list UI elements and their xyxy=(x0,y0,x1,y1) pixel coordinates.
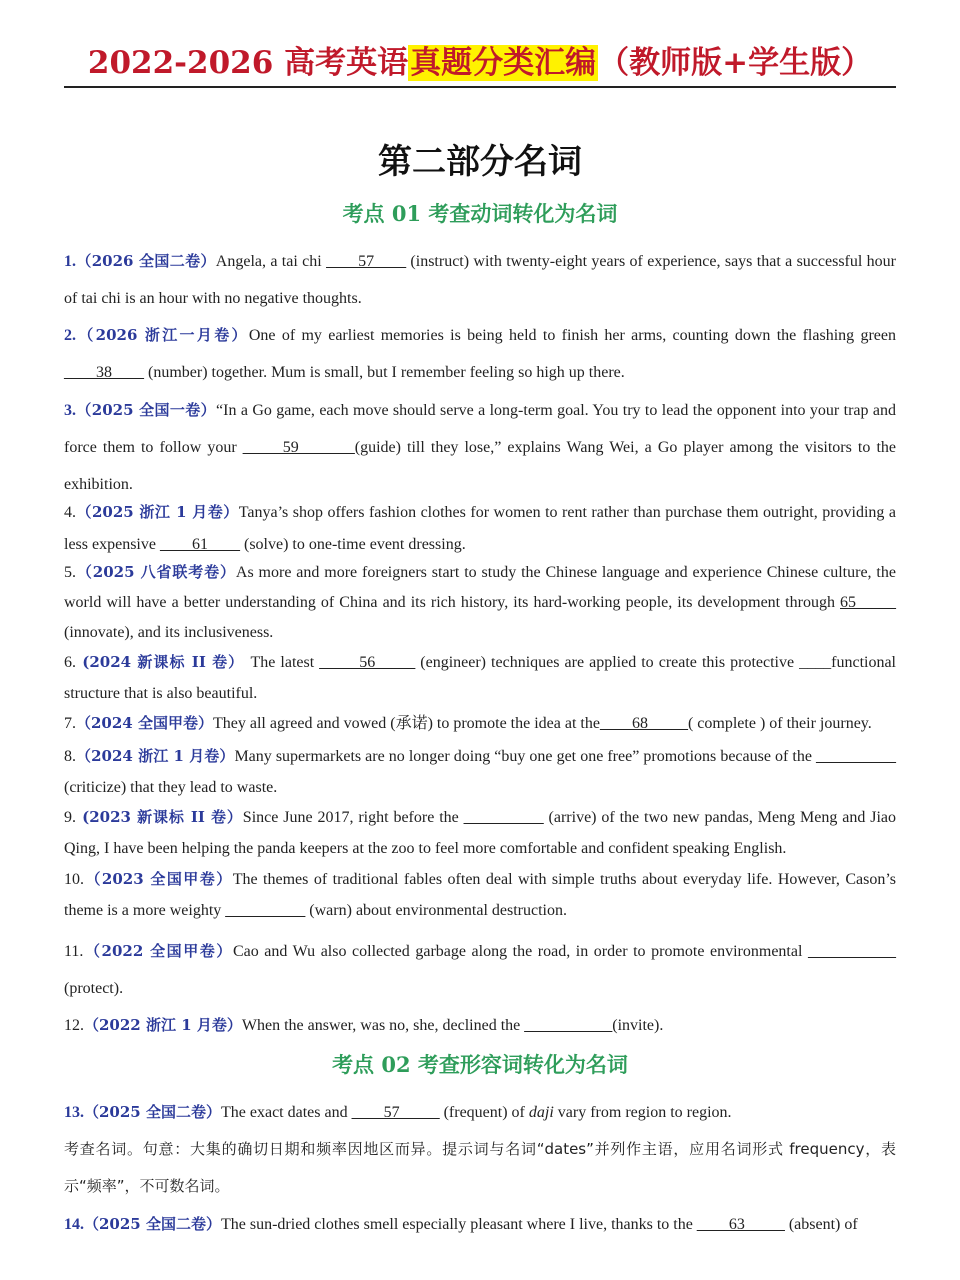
question-1 xyxy=(64,243,896,317)
question-source: （2022 浙江 1 月卷） xyxy=(84,1016,242,1034)
question-text: One of my earliest memories is being held to finish her arms, counting down the flashing green xyxy=(248,327,897,344)
section-title-01: 考点 01 考查动词转化为名词 xyxy=(342,201,618,226)
question-3 xyxy=(64,392,896,503)
question-10 xyxy=(64,864,896,926)
question-number: 3. xyxy=(64,402,76,419)
question-text: Since June 2017, right before the xyxy=(242,809,464,826)
question-7 xyxy=(64,708,896,739)
question-source: （2022 全国甲卷） xyxy=(83,942,233,960)
question-text: (solve) to one-time event dressing. xyxy=(239,536,466,553)
answer-blank: ____57_____ xyxy=(351,1104,440,1121)
question-text: The exact dates and xyxy=(220,1104,352,1121)
question-source: （2026 浙江一月卷） xyxy=(76,326,249,344)
question-text: (engineer) techniques are applied to create this protective ____functional structure that is also beautiful. xyxy=(64,654,897,702)
answer-blank: ____63_____ xyxy=(696,1216,785,1233)
answer-blank: _____59_______ xyxy=(242,439,355,456)
answer-blank: __________ xyxy=(225,902,306,919)
question-text: (instruct) with twenty-eight years of experience, says that a successful hour of tai chi is an hour with no negative thoughts. xyxy=(64,253,897,307)
question-number: 7. xyxy=(64,715,76,732)
answer-blank: ____38____ xyxy=(64,364,144,381)
question-source: （2025 八省联考卷） xyxy=(76,563,236,581)
question-source: （2024 全国甲卷） xyxy=(76,714,213,732)
question-text: The latest xyxy=(250,654,320,671)
question-text: (number) together. Mum is small, but I remember feeling so high up there. xyxy=(144,364,625,381)
question-number: 13. xyxy=(64,1104,84,1121)
question-source: （2025 全国二卷） xyxy=(84,1103,221,1121)
question-text: As more and more foreigners start to study the Chinese language and experience Chinese culture, the world will have a better understanding of China and its rich history, its hard-working people, its development through xyxy=(64,564,896,611)
question-text: When the answer, was no, she, declined the xyxy=(241,1017,525,1034)
question-text: ( complete ) of their journey. xyxy=(687,715,872,732)
question-number: 2. xyxy=(64,327,76,344)
question-number: 5. xyxy=(64,564,76,581)
question-source: （2026 全国二卷） xyxy=(76,252,216,270)
question-number: 1. xyxy=(64,253,76,270)
question-12 xyxy=(64,1007,896,1044)
question-number: 6. xyxy=(64,654,76,671)
answer-blank: _____56_____ xyxy=(319,654,416,671)
question-8 xyxy=(64,741,896,803)
question-text: (frequent) of xyxy=(439,1104,529,1121)
header-title-post: （教师版+学生版） xyxy=(598,45,873,81)
question-11 xyxy=(64,933,896,1007)
answer-blank: __________ xyxy=(816,748,896,765)
answer-blank: ____68_____ xyxy=(599,715,688,732)
question-text: Angela, a tai chi xyxy=(215,253,327,270)
question-source: （2025 全国一卷） xyxy=(76,401,217,419)
question-text: “In a Go game, each move should serve a long-term goal. You try to lead the opponent into your trap and force them to follow your xyxy=(64,402,896,456)
question-text: They all agreed and vowed (承诺) to promote the idea at the xyxy=(212,715,600,732)
question-text: (arrive) of the two new pandas, Meng Meng and Jiao Qing, I have been helping the panda keepers at the zoo to feel more comfortable and confident speaking English. xyxy=(64,809,896,857)
answer-blank: ____57____ xyxy=(326,253,407,270)
question-text: The themes of traditional fables often deal with simple truths about everyday life. However, Cason’s theme is a more weighty xyxy=(64,871,896,919)
question-source: （2023 全国甲卷） xyxy=(84,870,233,888)
question-number: 4. xyxy=(64,504,76,521)
question-9 xyxy=(64,802,896,864)
question-13 xyxy=(64,1094,896,1131)
question-number: 14. xyxy=(64,1216,84,1233)
question-text: (criticize) that they lead to waste. xyxy=(64,779,278,796)
section-title-02: 考点 02 考查形容词转化为名词 xyxy=(332,1052,628,1077)
question-number: 8. xyxy=(64,748,76,765)
question-text: vary from region to region. xyxy=(553,1104,732,1121)
question-number: 12. xyxy=(64,1017,84,1034)
question-text: (invite). xyxy=(612,1017,664,1034)
header-title-highlight: 真题分类汇编 xyxy=(410,45,597,81)
question-6 xyxy=(64,647,896,709)
answer-explanation: 考查名词。句意：大集的确切日期和频率因地区而异。提示词与名词“dates”并列作主语，应用名词形式 frequency，表示“频率”，不可数名词。 xyxy=(64,1140,896,1195)
question-text: (absent) of xyxy=(784,1216,858,1233)
question-5 xyxy=(64,557,896,648)
question-emphasis: daji xyxy=(528,1104,554,1121)
question-text: Cao and Wu also collected garbage along the road, in order to promote environmental xyxy=(232,943,808,960)
question-text: Tanya’s shop offers fashion clothes for women to rent rather than purchase them outright, providing a less expensive xyxy=(64,504,897,553)
answer-blank: ___________ xyxy=(524,1017,613,1034)
question-text: Many supermarkets are no longer doing “buy one get one free” promotions because of the xyxy=(234,748,816,765)
question-14 xyxy=(64,1206,896,1243)
answer-blank: __________ xyxy=(463,809,544,826)
answer-blank: ___________ xyxy=(808,943,896,960)
question-text: (protect). xyxy=(64,980,124,997)
question-2 xyxy=(64,317,896,391)
question-source: (2023 新课标 II 卷） xyxy=(76,808,243,826)
header-title-pre: 2022-2026 高考英语 xyxy=(87,45,409,81)
question-number: 11. xyxy=(64,943,84,960)
question-text: (warn) about environmental destruction. xyxy=(305,902,567,919)
question-4 xyxy=(64,496,896,561)
answer-blank: ____61____ xyxy=(159,536,240,553)
question-text: (innovate), and its inclusiveness. xyxy=(64,624,274,641)
question-text: (guide) till they lose,” explains Wang Wei, a Go player among the visitors to the exhibition. xyxy=(64,439,896,493)
question-source: （2025 浙江 1 月卷） xyxy=(76,503,239,521)
answer-blank: 65_____ xyxy=(840,594,896,611)
question-number: 10. xyxy=(64,871,84,888)
question-source: （2025 全国二卷） xyxy=(84,1215,221,1233)
question-text: The sun-dried clothes smell especially pleasant where I live, thanks to the xyxy=(220,1216,697,1233)
document-header xyxy=(64,40,896,88)
question-source: (2024 新课标 II 卷） xyxy=(76,653,251,671)
part-title: 第二部分名词 xyxy=(378,142,582,182)
question-source: （2024 浙江 1 月卷） xyxy=(76,747,235,765)
question-number: 9. xyxy=(64,809,76,826)
